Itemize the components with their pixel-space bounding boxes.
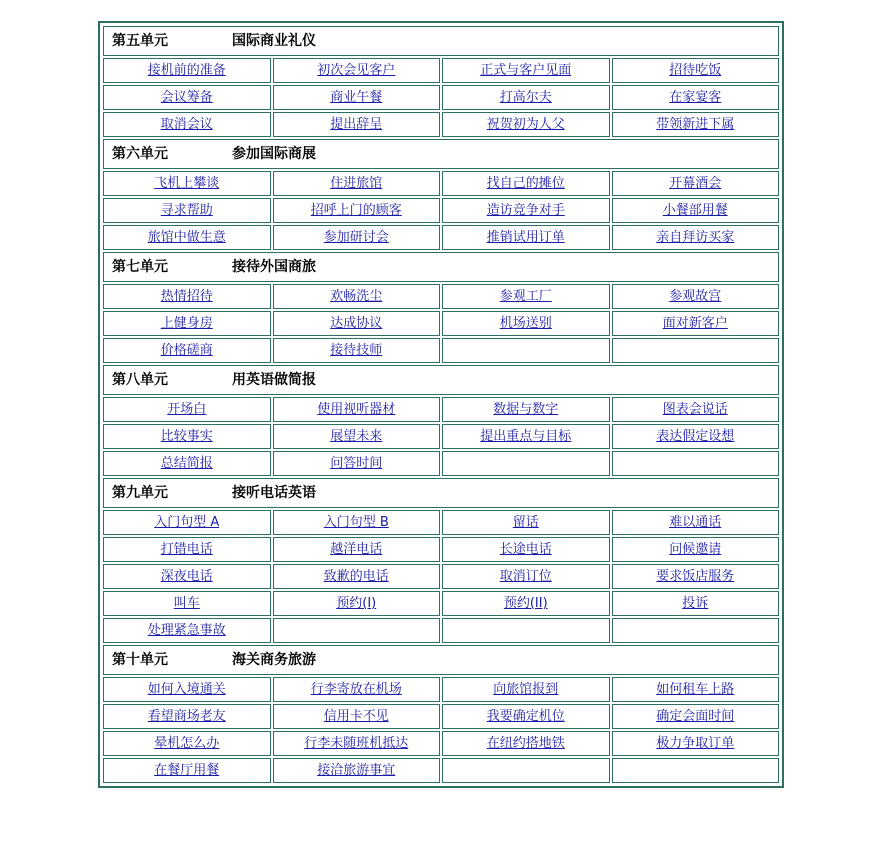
lesson-row <box>103 85 779 110</box>
lesson-cell <box>103 397 271 422</box>
lesson-link[interactable]: 招待吃饭 <box>669 63 722 78</box>
lesson-link[interactable]: 欢畅洗尘 <box>330 289 383 304</box>
lesson-row <box>103 58 779 83</box>
lesson-link[interactable]: 参加研讨会 <box>323 230 389 245</box>
lesson-link[interactable]: 难以通话 <box>669 515 722 530</box>
lesson-cell <box>273 510 441 535</box>
lesson-link[interactable]: 问答时间 <box>330 456 383 471</box>
lesson-link[interactable]: 入门句型 B <box>323 515 389 530</box>
unit-header <box>103 365 779 395</box>
lesson-cell <box>442 284 610 309</box>
lesson-row <box>103 591 779 616</box>
lesson-link[interactable]: 初次会见客户 <box>317 63 396 78</box>
lesson-link[interactable]: 展望未来 <box>330 429 383 444</box>
lesson-link[interactable]: 确定会面时间 <box>656 709 735 724</box>
lesson-cell <box>103 171 271 196</box>
lesson-cell <box>273 225 441 250</box>
lesson-link[interactable]: 提出重点与目标 <box>480 429 572 444</box>
lesson-link[interactable]: 亲自拜访买家 <box>656 230 735 245</box>
lesson-link[interactable]: 热情招待 <box>160 289 213 304</box>
lesson-link[interactable]: 在餐厅用餐 <box>154 763 220 778</box>
lesson-row <box>103 618 779 643</box>
lesson-cell <box>442 311 610 336</box>
lesson-link[interactable]: 正式与客户见面 <box>480 63 572 78</box>
unit-number: 第五单元 <box>112 33 168 49</box>
lesson-link[interactable]: 价格磋商 <box>160 343 213 358</box>
lesson-cell <box>273 424 441 449</box>
unit-header-row <box>103 139 779 169</box>
lesson-cell <box>442 424 610 449</box>
lesson-cell <box>103 338 271 363</box>
unit-title: 接听电话英语 <box>232 485 316 501</box>
lesson-link[interactable]: 接待技师 <box>330 343 383 358</box>
lesson-link[interactable]: 处理紧急事故 <box>147 623 226 638</box>
lesson-cell <box>273 311 441 336</box>
lesson-link[interactable]: 致歉的电话 <box>323 569 389 584</box>
lesson-link[interactable]: 住进旅馆 <box>330 176 383 191</box>
lesson-link[interactable]: 要求饭店服务 <box>656 569 735 584</box>
lesson-index-table <box>101 24 781 785</box>
empty-cell <box>612 451 780 476</box>
lesson-link[interactable]: 取消会议 <box>160 117 213 132</box>
lesson-cell <box>103 591 271 616</box>
lesson-cell <box>273 112 441 137</box>
lesson-cell <box>442 198 610 223</box>
empty-cell <box>612 618 780 643</box>
unit-header <box>103 478 779 508</box>
lesson-link[interactable]: 达成协议 <box>330 316 383 331</box>
lesson-cell <box>103 225 271 250</box>
unit-number: 第六单元 <box>112 146 168 162</box>
lesson-link[interactable]: 留话 <box>512 515 539 530</box>
lesson-link[interactable]: 飞机上攀谈 <box>154 176 220 191</box>
lesson-cell <box>273 58 441 83</box>
lesson-link[interactable]: 推销试用订单 <box>486 230 565 245</box>
lesson-link[interactable]: 图表会说话 <box>662 402 728 417</box>
empty-cell <box>442 618 610 643</box>
lesson-link[interactable]: 寻求帮助 <box>160 203 213 218</box>
lesson-cell <box>103 731 271 756</box>
lesson-cell <box>442 677 610 702</box>
lesson-row <box>103 677 779 702</box>
lesson-link[interactable]: 看望商场老友 <box>147 709 226 724</box>
lesson-link[interactable]: 小餐部用餐 <box>662 203 728 218</box>
lesson-cell <box>612 58 780 83</box>
lesson-cell <box>442 537 610 562</box>
lesson-link[interactable]: 如何入境通关 <box>147 682 226 697</box>
lesson-cell <box>103 677 271 702</box>
lesson-link[interactable]: 行李寄放在机场 <box>310 682 402 697</box>
lesson-link[interactable]: 参观故宫 <box>669 289 722 304</box>
empty-cell <box>442 338 610 363</box>
lesson-cell <box>612 284 780 309</box>
lesson-link[interactable]: 总结简报 <box>160 456 213 471</box>
unit-header-row <box>103 645 779 675</box>
lesson-cell <box>612 564 780 589</box>
lesson-link[interactable]: 长途电话 <box>499 542 552 557</box>
lesson-cell <box>103 537 271 562</box>
unit-number: 第九单元 <box>112 485 168 501</box>
lesson-cell <box>273 758 441 783</box>
unit-header <box>103 645 779 675</box>
lesson-cell <box>273 85 441 110</box>
lesson-link[interactable]: 在家宴客 <box>669 90 722 105</box>
lesson-link[interactable]: 接机前的准备 <box>147 63 226 78</box>
unit-title: 参加国际商展 <box>232 146 316 162</box>
lesson-link[interactable]: 使用视听器材 <box>317 402 396 417</box>
lesson-cell <box>442 704 610 729</box>
lesson-cell <box>103 311 271 336</box>
lesson-cell <box>612 397 780 422</box>
lesson-row <box>103 171 779 196</box>
lesson-link[interactable]: 表达假定设想 <box>656 429 735 444</box>
lesson-link[interactable]: 取消订位 <box>499 569 552 584</box>
lesson-link[interactable]: 信用卡不见 <box>323 709 389 724</box>
lesson-cell <box>103 198 271 223</box>
lesson-link[interactable]: 越洋电话 <box>330 542 383 557</box>
unit-title: 海关商务旅游 <box>232 652 316 668</box>
lesson-link[interactable]: 向旅馆报到 <box>493 682 559 697</box>
lesson-link[interactable]: 在纽约搭地铁 <box>486 736 565 751</box>
lesson-cell <box>612 731 780 756</box>
unit-header <box>103 252 779 282</box>
lesson-cell <box>273 731 441 756</box>
lesson-cell <box>442 85 610 110</box>
lesson-cell <box>103 112 271 137</box>
lesson-link[interactable]: 商业午餐 <box>330 90 383 105</box>
lesson-link[interactable]: 会议筹备 <box>160 90 213 105</box>
unit-number: 第十单元 <box>112 652 168 668</box>
unit-number: 第八单元 <box>112 372 168 388</box>
lesson-cell <box>103 758 271 783</box>
lesson-cell <box>103 85 271 110</box>
lesson-link[interactable]: 旅馆中做生意 <box>147 230 226 245</box>
lesson-row <box>103 537 779 562</box>
lesson-cell <box>103 564 271 589</box>
unit-header-row <box>103 252 779 282</box>
lesson-link[interactable]: 行李未随班机抵达 <box>304 736 409 751</box>
lesson-link[interactable]: 接洽旅游事宜 <box>317 763 396 778</box>
unit-title: 用英语做简报 <box>232 372 316 388</box>
lesson-cell <box>442 225 610 250</box>
lesson-link[interactable]: 提出辞呈 <box>330 117 383 132</box>
lesson-link[interactable]: 参观工厂 <box>499 289 552 304</box>
empty-cell <box>442 758 610 783</box>
lesson-cell <box>273 677 441 702</box>
lesson-cell <box>273 198 441 223</box>
lesson-cell <box>103 510 271 535</box>
lesson-cell <box>612 198 780 223</box>
lesson-link[interactable]: 预约(I) <box>336 596 377 611</box>
lesson-cell <box>103 704 271 729</box>
lesson-row <box>103 451 779 476</box>
lesson-link[interactable]: 上健身房 <box>160 316 213 331</box>
lesson-row <box>103 198 779 223</box>
lesson-link[interactable]: 招呼上门的顾客 <box>310 203 402 218</box>
unit-header-row <box>103 365 779 395</box>
lesson-cell <box>612 591 780 616</box>
lesson-row <box>103 510 779 535</box>
lesson-link[interactable]: 晕机怎么办 <box>154 736 220 751</box>
lesson-row <box>103 284 779 309</box>
lesson-cell <box>612 424 780 449</box>
lesson-cell <box>273 564 441 589</box>
unit-header-row <box>103 478 779 508</box>
lesson-row <box>103 758 779 783</box>
lesson-cell <box>442 510 610 535</box>
lesson-cell <box>612 704 780 729</box>
empty-cell <box>442 451 610 476</box>
lesson-link[interactable]: 机场送别 <box>499 316 552 331</box>
lesson-cell <box>273 397 441 422</box>
lesson-index-panel <box>98 21 784 788</box>
lesson-cell <box>442 731 610 756</box>
unit-number: 第七单元 <box>112 259 168 275</box>
lesson-link[interactable]: 面对新客户 <box>662 316 728 331</box>
lesson-cell <box>612 510 780 535</box>
lesson-link[interactable]: 找自己的摊位 <box>486 176 565 191</box>
lesson-link[interactable]: 打错电话 <box>160 542 213 557</box>
lesson-cell <box>612 112 780 137</box>
lesson-row <box>103 112 779 137</box>
empty-cell <box>273 618 441 643</box>
lesson-cell <box>612 537 780 562</box>
lesson-link[interactable]: 开场白 <box>167 402 207 417</box>
lesson-cell <box>612 677 780 702</box>
lesson-cell <box>273 171 441 196</box>
lesson-link[interactable]: 数据与数字 <box>493 402 559 417</box>
unit-title: 国际商业礼仪 <box>232 33 316 49</box>
lesson-cell <box>273 451 441 476</box>
lesson-cell <box>273 338 441 363</box>
lesson-link[interactable]: 开幕酒会 <box>669 176 722 191</box>
lesson-link[interactable]: 打高尔夫 <box>499 90 552 105</box>
lesson-row <box>103 564 779 589</box>
unit-header-row <box>103 26 779 56</box>
lesson-cell <box>612 225 780 250</box>
lesson-link[interactable]: 造访竞争对手 <box>486 203 565 218</box>
empty-cell <box>612 758 780 783</box>
lesson-cell <box>103 58 271 83</box>
lesson-link[interactable]: 预约(II) <box>503 596 548 611</box>
lesson-row <box>103 338 779 363</box>
lesson-link[interactable]: 入门句型 A <box>154 515 220 530</box>
lesson-row <box>103 397 779 422</box>
lesson-link[interactable]: 祝贺初为人父 <box>486 117 565 132</box>
lesson-cell <box>612 311 780 336</box>
lesson-link[interactable]: 极力争取订单 <box>656 736 735 751</box>
lesson-link[interactable]: 深夜电话 <box>160 569 213 584</box>
lesson-cell <box>442 171 610 196</box>
lesson-cell <box>103 424 271 449</box>
lesson-cell <box>103 618 271 643</box>
lesson-cell <box>103 451 271 476</box>
unit-title: 接待外国商旅 <box>232 259 316 275</box>
lesson-cell <box>273 591 441 616</box>
lesson-link[interactable]: 带领新进下属 <box>656 117 735 132</box>
unit-header <box>103 139 779 169</box>
lesson-cell <box>273 284 441 309</box>
lesson-cell <box>442 591 610 616</box>
empty-cell <box>612 338 780 363</box>
lesson-cell <box>273 537 441 562</box>
lesson-row <box>103 424 779 449</box>
lesson-cell <box>612 85 780 110</box>
lesson-link[interactable]: 我要确定机位 <box>486 709 565 724</box>
lesson-cell <box>612 171 780 196</box>
lesson-row <box>103 731 779 756</box>
lesson-link[interactable]: 投诉 <box>682 596 709 611</box>
lesson-cell <box>442 58 610 83</box>
lesson-link[interactable]: 比较事实 <box>160 429 213 444</box>
lesson-cell <box>103 284 271 309</box>
lesson-link[interactable]: 叫车 <box>173 596 200 611</box>
lesson-row <box>103 311 779 336</box>
lesson-cell <box>442 112 610 137</box>
lesson-cell <box>442 564 610 589</box>
lesson-link[interactable]: 如何租车上路 <box>656 682 735 697</box>
lesson-cell <box>442 397 610 422</box>
lesson-row <box>103 225 779 250</box>
lesson-link[interactable]: 问候邀请 <box>669 542 722 557</box>
unit-header <box>103 26 779 56</box>
lesson-cell <box>273 704 441 729</box>
lesson-row <box>103 704 779 729</box>
